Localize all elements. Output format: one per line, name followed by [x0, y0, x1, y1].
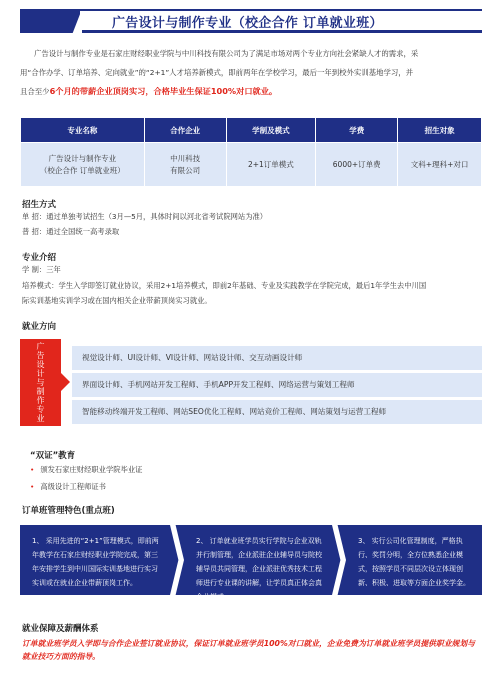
cell-major-line1: 广告设计与制作专业	[48, 153, 117, 163]
guarantee-text: 订单就业班学员入学即与合作企业签订就业协议，保证订单就业班学员100%对口就业，企业免费为订单就业班学员提供职业规划与就业技巧方面的指导。	[22, 639, 475, 661]
major-training-2: 际实训基地实训学习或在国内相关企业带薪顶岗实习就业。	[22, 296, 212, 305]
guarantee-heading: 就业保障及薪酬体系	[22, 624, 99, 634]
enroll-general: 普 招：通过全国统一高考录取	[22, 227, 120, 236]
table-header-fee: 学费	[316, 118, 398, 143]
feature-separator-2	[332, 525, 346, 595]
career-row-2: 界面设计师、手机网站开发工程师、手机APP开发工程师、网络运营与策划工程师	[72, 373, 482, 397]
title-bar-accent	[20, 9, 82, 33]
table-header-mode: 学制及模式	[226, 118, 316, 143]
page-title-bar	[20, 9, 482, 33]
intro-line-3	[20, 82, 482, 101]
major-training-1: 培养模式：学生入学即签订就业协议，采用2+1培养模式，即前2年基础、专业及实践教学在学院完成，最后1年学生去中川国	[22, 281, 427, 290]
page-title: 广告设计与制作专业（校企合作 订单就业班）	[112, 16, 383, 31]
career-row-3: 智能移动终端开发工程师、网站SEO优化工程师、网站竞价工程师、网站策划与运营工程师	[72, 400, 482, 424]
features-heading: 订单班管理特色(重点班)	[22, 506, 115, 516]
cert-item-2	[30, 482, 106, 492]
feature-separator-1	[170, 525, 184, 595]
feature-item-1: 1、 采用先进的“2+1”管理模式，即前两年教学在石家庄财经职业学院完成，第三年安排学生到中川国际实训基地进行实习实训或在就业企业带薪顶岗工作。	[32, 537, 159, 587]
career-label: 广告设计与制作专业	[20, 339, 61, 426]
table-header-major: 专业名称	[21, 118, 145, 143]
program-info-table	[20, 117, 482, 187]
cert-item-1-text: 颁发石家庄财经职业学院毕业证	[40, 465, 143, 474]
cell-fee: 6000+订单费	[316, 143, 398, 187]
cell-major-line2: （校企合作 订单就业班）	[39, 165, 125, 175]
enroll-single: 单 招：通过单独考试招生（3月—5月，具体时间以河北省考试院网站为准）	[22, 212, 268, 221]
intro-line-3-prefix: 且合至少	[20, 87, 50, 96]
bullet-icon: •	[30, 482, 35, 491]
cert-item-1	[30, 465, 142, 475]
cell-mode: 2+1订单模式	[226, 143, 316, 187]
intro-line-1: 广告设计与制作专业是石家庄财经职业学院与中川科技有限公司为了满足市场对两个专业方向社会紧缺人才的需求，采	[34, 49, 419, 58]
career-row-1: 视觉设计师、UI设计师、VI设计师、网站设计师、交互动画设计师	[72, 346, 482, 370]
career-heading: 就业方向	[22, 322, 57, 332]
table-row	[21, 143, 482, 187]
cell-company-line1: 中川科技	[170, 153, 201, 163]
cell-company-line2: 有限公司	[170, 165, 201, 175]
certs-heading: “双证”教育	[30, 451, 76, 461]
table-header-company: 合作企业	[144, 118, 226, 143]
table-header-target: 招生对象	[398, 118, 482, 143]
career-panel	[20, 339, 482, 426]
intro-line-2: 用“合作办学、订单培养、定向就业”的“2+1”人才培养新模式，即前两年在学校学习，最后一年到校外实训基地学习，并	[20, 68, 414, 77]
cell-major	[21, 143, 145, 187]
enroll-heading: 招生方式	[22, 200, 57, 210]
intro-paragraph	[20, 44, 482, 101]
feature-item-3: 3、 实行公司化管理制度，严格执行、奖罚分明，全方位熟悉企业模式，按照学员不同层次设立体现创新、积极、进取等方面企业奖学金。	[358, 537, 470, 587]
career-arrow-icon	[61, 373, 70, 391]
major-duration: 学 制：三年	[22, 265, 61, 274]
cert-item-2-text: 高级设计工程师证书	[40, 482, 106, 491]
features-panel	[20, 525, 482, 601]
cell-target: 文科+理科+对口	[398, 143, 482, 187]
cell-company	[144, 143, 226, 187]
feature-item-2: 2、 订单就业班学员实行学院与企业双轨并行制管理，企业派驻企业辅导员与院校辅导员共同管理，企业派驻优秀技术工程师进行专业课的讲解，让学员真正体会真企业模式。	[196, 537, 322, 601]
bullet-icon: •	[30, 465, 35, 474]
major-heading: 专业介绍	[22, 253, 57, 263]
table-header-row	[21, 118, 482, 143]
intro-highlight: 6个月的带薪企业顶岗实习，合格毕业生保证100%对口就业。	[49, 86, 278, 96]
